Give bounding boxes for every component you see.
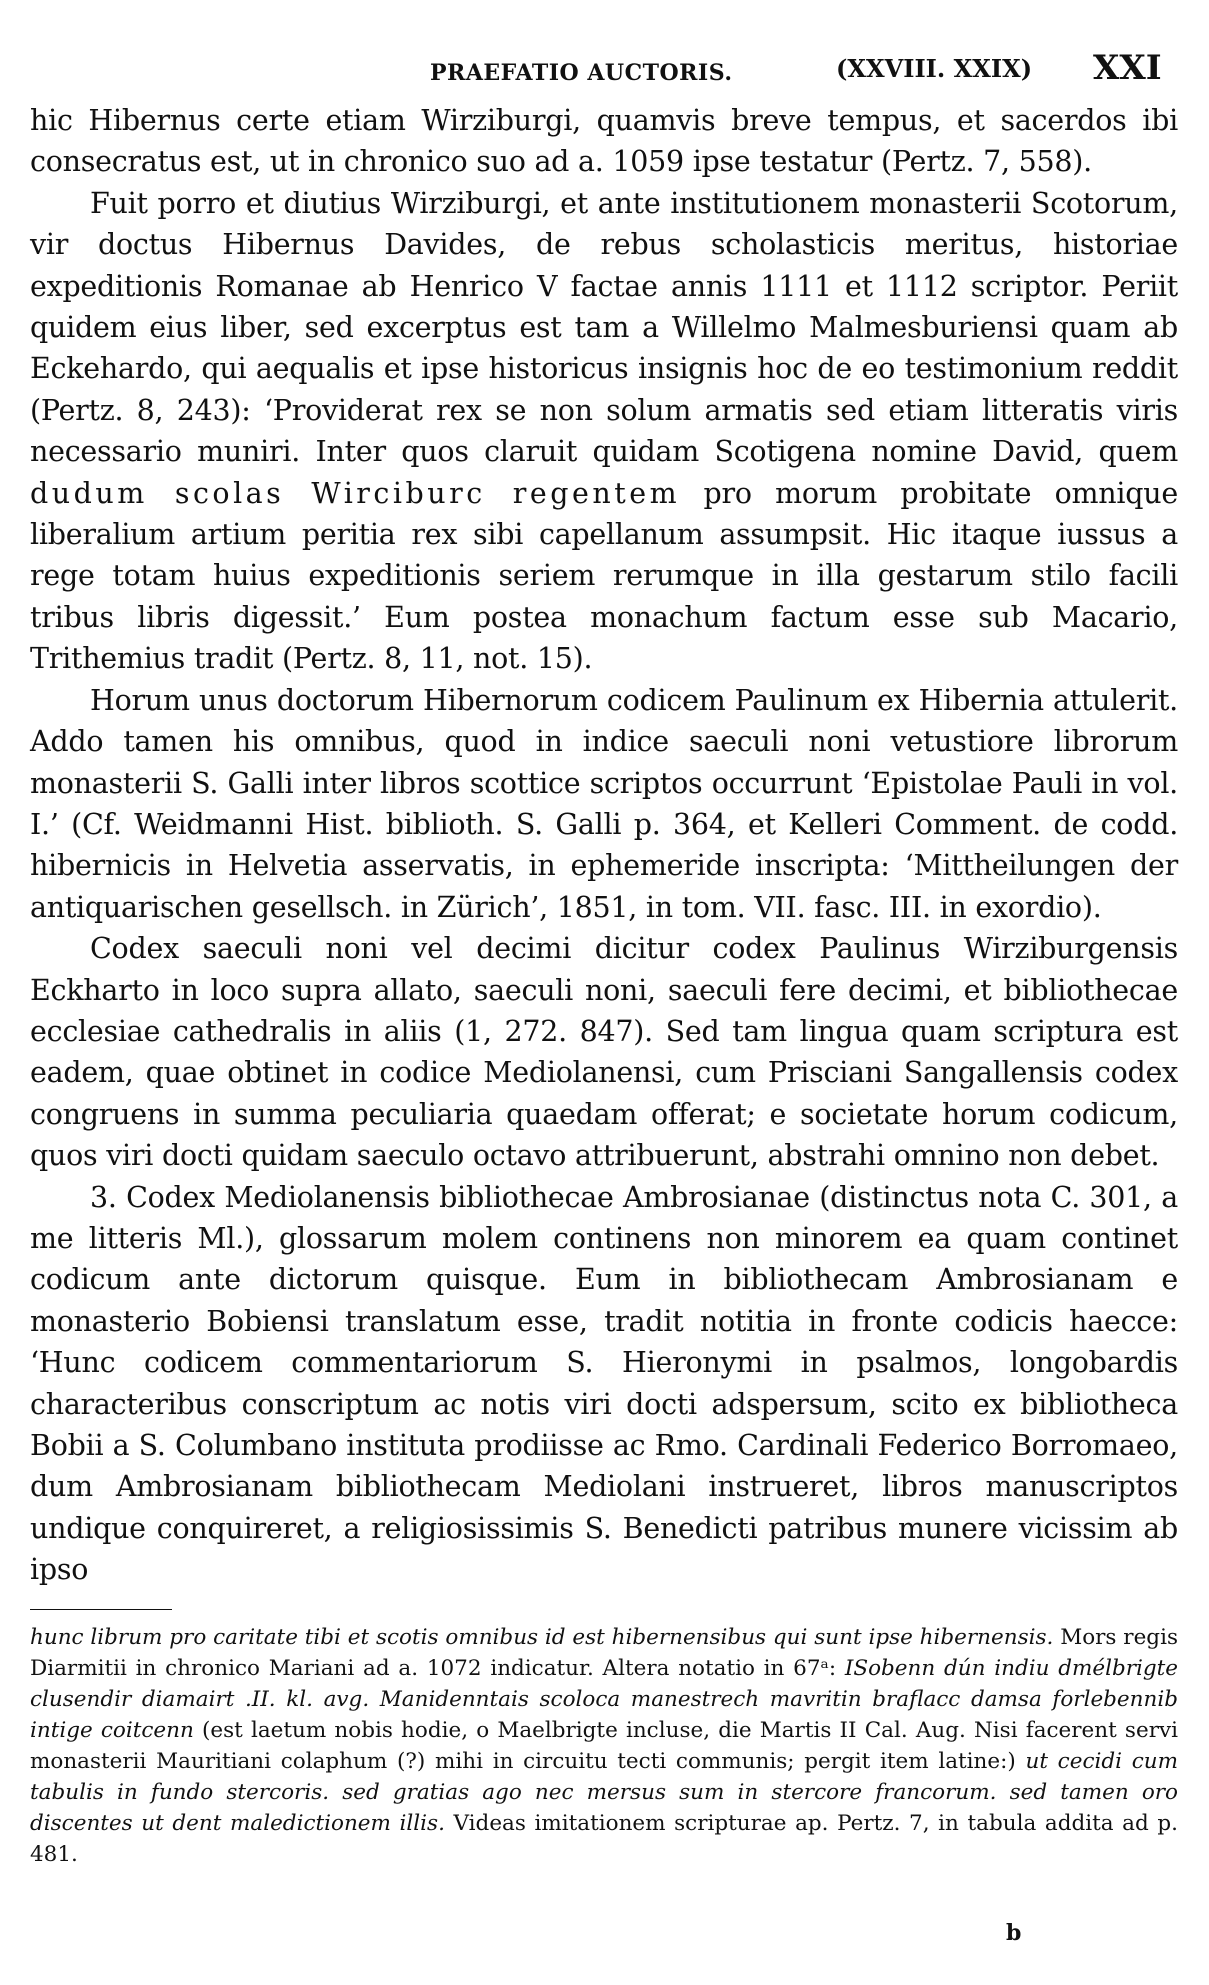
- page-header: [30, 40, 1178, 100]
- paragraph-2-part-2: pro morum probitate omnique liberalium artium peritia rex sibi capellanum assumpsit. Hic itaque iussus a rege totam huius expeditionis seriem rerumque in illa gestarum stilo facili tribus libris digessit.’ Eum postea monachum factum esse sub Macario, Trithemius tradit (Pertz. 8, 11, not. 15).: [30, 476, 1178, 676]
- running-title: PRAEFATIO AUCTORIS.: [430, 60, 733, 86]
- signature-mark: b: [1006, 1920, 1022, 1946]
- footnote-divider: [30, 1609, 172, 1610]
- paragraph-2: [30, 183, 1178, 680]
- paragraph-1: hic Hibernus certe etiam Wirziburgi, quamvis breve tempus, et sacerdos ibi consecratus est, ut in chronico suo ad a. 1059 ipse testatur (Pertz. 7, 558).: [30, 104, 1178, 179]
- page: [30, 40, 1178, 1870]
- paragraph-2-part-1: Fuit porro et diutius Wirziburgi, et ante institutionem monasterii Scotorum, vir doctus Hibernus Davides, de rebus scholasticis meritus, historiae expeditionis Romanae ab Henrico V factae annis 1111 et 1112 scriptor. Periit quidem eius liber, sed excerptus est tam a Willelmo Malmesburiensi quam ab Eckehardo, qui aequalis et ipse historicus insignis hoc de eo testimonium reddit (Pertz. 8, 243): ‘Providerat rex se non solum armatis sed etiam litteratis viris necessario muniri. Inter quos claruit quidam Scotigena nomine David, quem: [30, 186, 1178, 469]
- section-range: (XXVIII. XXIX): [836, 54, 1033, 83]
- footnote-text-1: Mors regis Diarmitii in chronico Mariani ad a. 1072 indicatur. Altera notatio in 67ᵃ:: [30, 1624, 1178, 1681]
- main-text: [30, 100, 1178, 1591]
- footnote-italic-1: hunc librum pro caritate tibi et scotis omnibus id est hibernensibus qui sunt ipse hibernensis.: [30, 1624, 1054, 1650]
- paragraph-5: 3. Codex Mediolanensis bibliothecae Ambrosianae (distinctus nota C. 301, a me litteris Ml.), glossarum molem continens non minorem ea quam continet codicum ante dictorum quisque. Eum in bibliothecam Ambrosianam e monasterio Bobiensi translatum esse, tradit notitia in fronte codicis haecce: ‘Hunc codicem commentariorum S. Hieronymi in psalmos, longobardis characteribus conscriptum ac notis viri docti adspersum, scito ex bibliotheca Bobii a S. Columbano instituta prodiisse ac Rmo. Cardinali Federico Borromaeo, dum Ambrosianam bibliothecam Mediolani instrueret, libros manuscriptos undique conquireret, a religiosissimis S. Benedicti patribus munere vicissim ab ipso: [30, 1180, 1178, 1587]
- footnote: [30, 1622, 1178, 1870]
- footnote-text-2: (est laetum nobis hodie, o Maelbrigte incluse, die Martis II Cal. Aug. Nisi facerent servi monasterii Mauritiani colaphum (?) mihi in circuitu tecti communis; pergit item latine:): [30, 1717, 1178, 1774]
- footnote-text: [30, 1622, 1178, 1870]
- spaced-quotation: dudum scolas Wirciburc regentem: [30, 476, 681, 510]
- page-number: XXI: [1093, 48, 1162, 88]
- paragraph-3: Horum unus doctorum Hibernorum codicem Paulinum ex Hibernia attulerit. Addo tamen his omnibus, quod in indice saeculi noni vetustiore librorum monasterii S. Galli inter libros scottice scriptos occurrunt ‘Epistolae Pauli in vol. I.’ (Cf. Weidmanni Hist. biblioth. S. Galli p. 364, et Kelleri Comment. de codd. hibernicis in Helvetia asservatis, in ephemeride inscripta: ‘Mittheilungen der antiquarischen gesellsch. in Zürich’, 1851, in tom. VII. fasc. III. in exordio).: [30, 683, 1178, 924]
- paragraph-4: Codex saeculi noni vel decimi dicitur codex Paulinus Wirziburgensis Eckharto in loco supra allato, saeculi noni, saeculi fere decimi, et bibliothecae ecclesiae cathedralis in aliis (1, 272. 847). Sed tam lingua quam scriptura est eadem, quae obtinet in codice Mediolanensi, cum Prisciani Sangallensis codex congruens in summa peculiaria quaedam offerat; e societate horum codicum, quos viri docti quidam saeculo octavo attribuerunt, abstrahi omnino non debet.: [30, 932, 1178, 1173]
- footnote-italic-2: ISobenn dún indiu dmélbrigte clusendir diamairt .II. kl. avg. Manidenntais scoloca manestrech mavritin braflacc damsa forlebennib intige coitcenn: [30, 1655, 1178, 1743]
- footnote-text-3: Videas imitationem scripturae ap. Pertz. 7, in tabula addita ad p. 481.: [30, 1810, 1178, 1867]
- footnote-italic-3: ut cecidi cum tabulis in fundo stercoris. sed gratias ago nec mersus sum in stercore francorum. sed tamen oro discentes ut dent maledictionem illis.: [30, 1748, 1178, 1836]
